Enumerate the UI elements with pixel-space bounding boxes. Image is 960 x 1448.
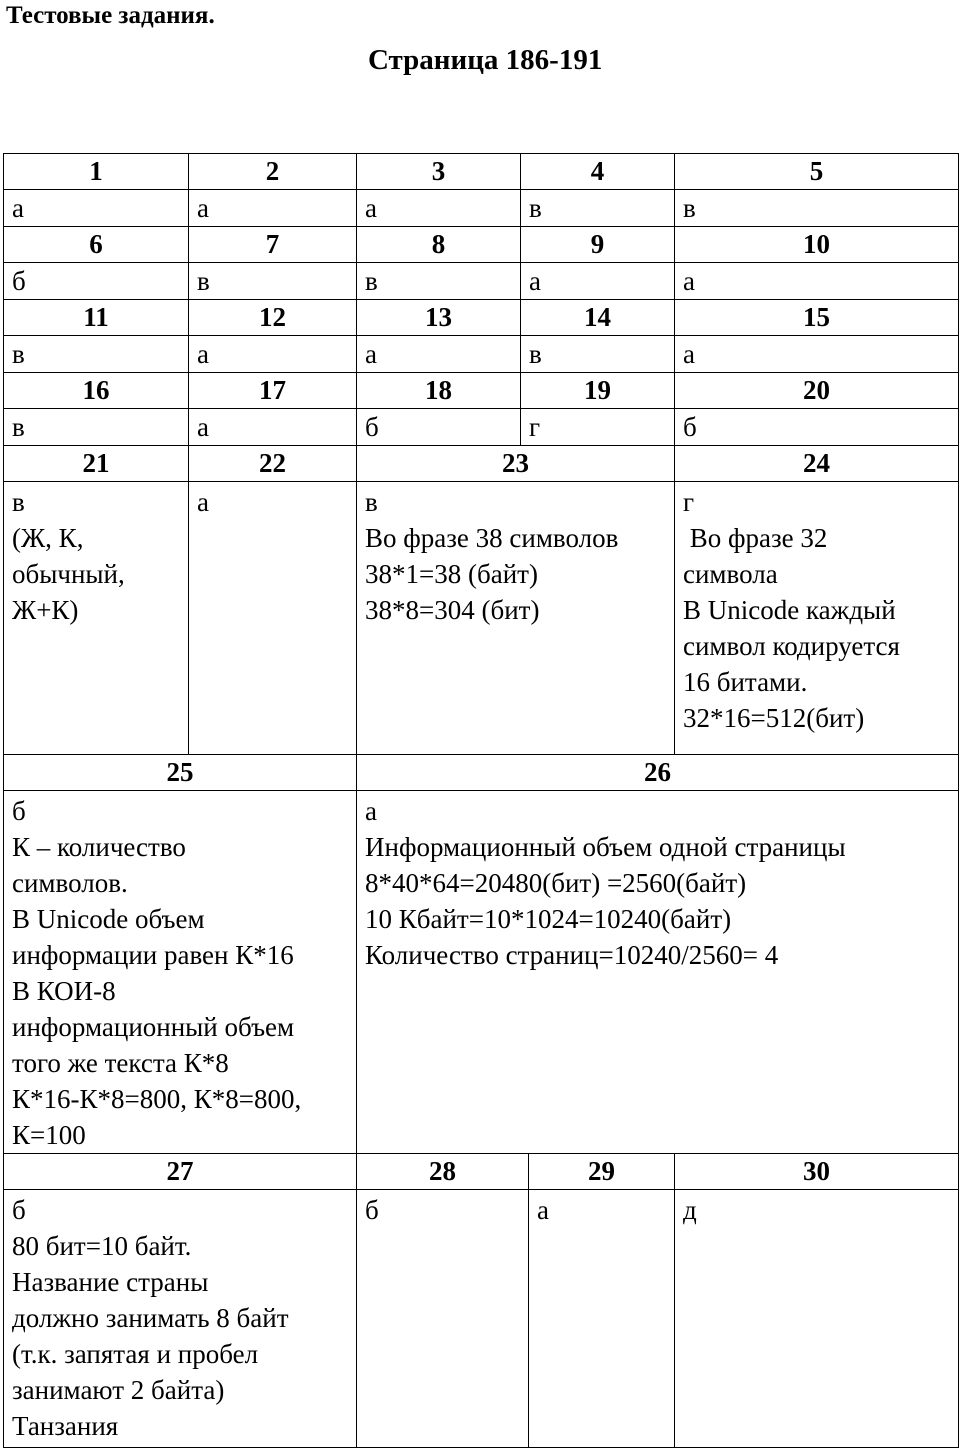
answer-cell: в [675,190,959,227]
answer-line: В КОИ-8 [12,976,116,1006]
answer-cell: а [357,336,521,373]
question-number: 13 [357,300,521,336]
answer-line: Информационный объем одной страницы [365,832,846,862]
question-number: 18 [357,373,521,409]
question-number: 5 [675,154,959,190]
answer-cell: а [189,409,357,446]
answer-line: а [197,487,209,517]
answer-line: Во фразе 38 символов [365,523,619,553]
answer-line: 8*40*64=20480(бит) =2560(байт) [365,868,747,898]
answer-line: 80 бит=10 байт. [12,1231,192,1261]
answer-cell: а [675,263,959,300]
answers-row [4,791,959,1154]
answer-line: К*16-К*8=800, К*8=800, [12,1084,302,1114]
answer-line: б [12,1195,26,1225]
answer-line: обычный, [12,559,125,589]
answer-cell: в [521,336,675,373]
question-number: 9 [521,227,675,263]
answers-row [4,482,959,755]
question-number: 15 [675,300,959,336]
question-number: 8 [357,227,521,263]
question-number: 22 [189,446,357,482]
question-numbers-row [4,227,959,263]
question-number: 11 [4,300,189,336]
question-number: 4 [521,154,675,190]
answer-line: (т.к. запятая и пробел [12,1339,259,1369]
answer-cell: а [189,190,357,227]
question-number: 17 [189,373,357,409]
answer-line: Во фразе 32 [683,523,828,553]
answer-cell-22 [189,482,357,755]
answer-line: Танзания [12,1411,119,1441]
answers-table-wrapper [3,153,959,1448]
answers-table [3,153,959,1448]
answer-line: того же текста К*8 [12,1048,229,1078]
answer-cell: в [4,336,189,373]
answer-line: символов. [12,868,128,898]
question-numbers-row [4,446,959,482]
question-number: 7 [189,227,357,263]
question-number: 2 [189,154,357,190]
answers-row [4,1190,959,1448]
answer-line: 32*16=512(бит) [683,703,865,733]
question-number: 26 [357,755,959,791]
answer-line: 10 Кбайт=10*1024=10240(байт) [365,904,732,934]
question-number: 3 [357,154,521,190]
question-number: 6 [4,227,189,263]
answers-row [4,336,959,373]
answer-line: символ кодируется [683,631,900,661]
question-numbers-row [4,373,959,409]
answer-line: занимают 2 байта) [12,1375,225,1405]
answer-cell-21 [4,482,189,755]
answer-cell: в [521,190,675,227]
question-numbers-row [4,755,959,791]
answer-line: 16 битами. [683,667,808,697]
question-numbers-row [4,154,959,190]
question-number: 30 [675,1154,959,1190]
answer-line: г [683,487,695,517]
answer-line: в [365,487,378,517]
question-number: 16 [4,373,189,409]
answer-cell: б [4,263,189,300]
answer-line: информационный объем [12,1012,295,1042]
answer-line: д [683,1195,697,1225]
answer-line: Количество страниц=10240/2560= 4 [365,940,779,970]
answer-line: 38*1=38 (байт) [365,559,538,589]
answer-line: в [12,487,25,517]
answer-line: В Unicode каждый [683,595,896,625]
answer-line: В Unicode объем [12,904,205,934]
answer-cell: б [675,409,959,446]
answer-cell: а [675,336,959,373]
answer-line: Название страны [12,1267,209,1297]
page-subheading: Страница 186-191 [368,44,603,76]
question-number: 25 [4,755,357,791]
answers-row [4,190,959,227]
answer-cell-30 [675,1190,959,1448]
answer-cell: а [4,190,189,227]
answer-cell-24 [675,482,959,755]
question-number: 10 [675,227,959,263]
answer-cell-23 [357,482,675,755]
answer-line: символа [683,559,778,589]
answer-line: должно занимать 8 байт [12,1303,289,1333]
question-number: 27 [4,1154,357,1190]
question-number: 1 [4,154,189,190]
question-number: 14 [521,300,675,336]
answer-line: Ж+К) [12,595,79,625]
question-number: 19 [521,373,675,409]
answer-cell-28 [357,1190,529,1448]
answers-row [4,409,959,446]
answer-cell: а [521,263,675,300]
question-number: 24 [675,446,959,482]
answer-cell-26 [357,791,959,1154]
answer-cell-29 [529,1190,675,1448]
answer-line: б [12,796,26,826]
answer-cell: в [189,263,357,300]
question-number: 29 [529,1154,675,1190]
answer-line: а [365,796,377,826]
question-number: 23 [357,446,675,482]
page-heading: Тестовые задания. [6,2,215,29]
answer-cell: г [521,409,675,446]
answer-cell-25 [4,791,357,1154]
answer-line: б [365,1195,379,1225]
question-number: 12 [189,300,357,336]
question-number: 21 [4,446,189,482]
question-numbers-row [4,1154,959,1190]
answer-line: (Ж, К, [12,523,84,553]
question-number: 20 [675,373,959,409]
question-numbers-row [4,300,959,336]
answer-line: а [537,1195,549,1225]
answer-cell-27 [4,1190,357,1448]
answer-cell: а [357,190,521,227]
answer-cell: в [357,263,521,300]
answer-line: информации равен К*16 [12,940,294,970]
answer-cell: б [357,409,521,446]
answers-row [4,263,959,300]
answer-line: К – количество [12,832,186,862]
answer-line: 38*8=304 (бит) [365,595,540,625]
answer-line: К=100 [12,1120,86,1150]
answer-cell: в [4,409,189,446]
answer-cell: а [189,336,357,373]
question-number: 28 [357,1154,529,1190]
